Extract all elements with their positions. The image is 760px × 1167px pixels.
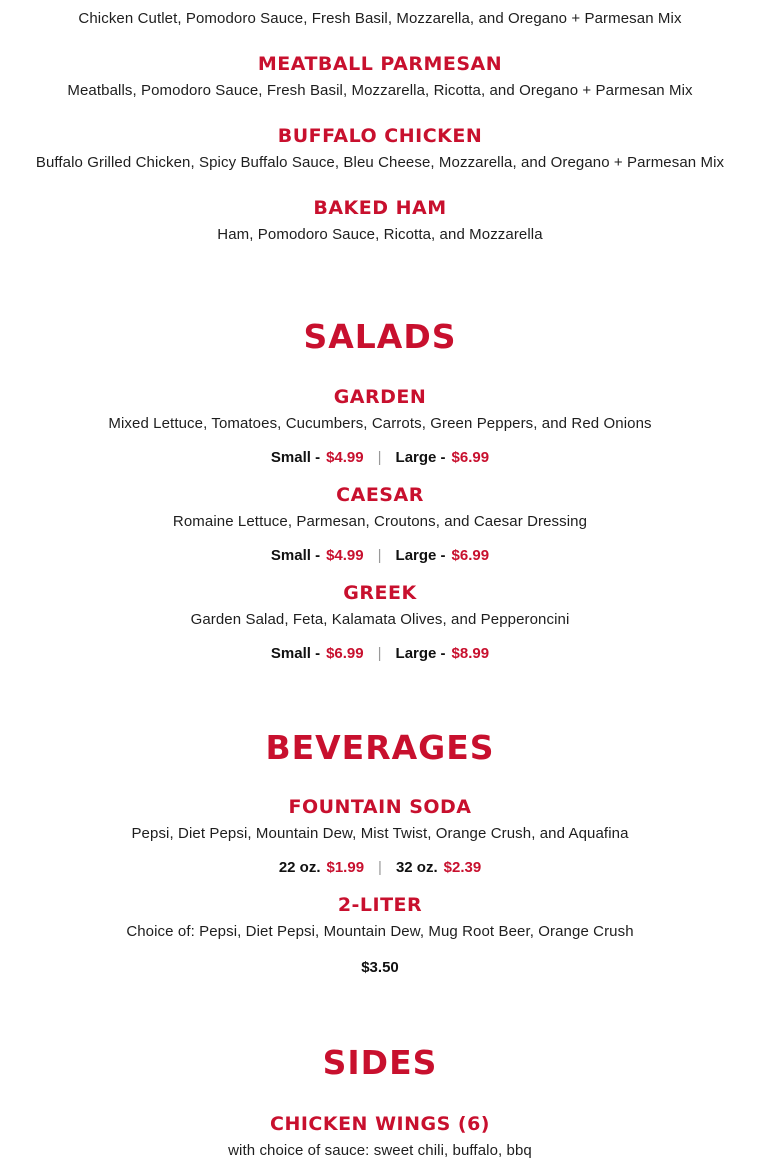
size-32oz-price: $2.39 [443,859,482,876]
item-title-2-liter: 2-LITER [337,894,423,916]
section-title-salads: SALADS [303,317,457,356]
item-description: with choice of sauce: sweet chili, buffalo, bbq [228,1142,532,1159]
item-description: Choice of: Pepsi, Diet Pepsi, Mountain Dew, Mug Root Beer, Orange Crush [126,923,634,940]
item-title-garden: GARDEN [333,386,427,408]
item-title-baked-ham: BAKED HAM [313,197,447,219]
large-price: $6.99 [451,449,490,466]
section-title-sides: SIDES [322,1043,438,1082]
large-label: Large - [395,547,446,564]
size-22oz-label: 22 oz. [278,859,321,876]
item-title-greek: GREEK [343,582,417,604]
price-separator: | [377,449,382,466]
item-title-fountain-soda: FOUNTAIN SODA [288,796,472,818]
item-title-caesar: CAESAR [336,484,424,506]
item-description: Chicken Cutlet, Pomodoro Sauce, Fresh Basil, Mozzarella, and Oregano + Parmesan Mix [78,10,682,27]
item-title-meatball-parmesan: MEATBALL PARMESAN [257,53,503,75]
small-price: $4.99 [326,547,364,564]
large-price: $6.99 [451,547,490,564]
item-description: Meatballs, Pomodoro Sauce, Fresh Basil, Mozzarella, Ricotta, and Oregano + Parmesan Mix [67,82,693,99]
small-label: Small - [270,547,321,564]
item-description: Buffalo Grilled Chicken, Spicy Buffalo Sauce, Bleu Cheese, Mozzarella, and Oregano + Parmesan Mix [35,154,725,171]
size-32oz-label: 32 oz. [395,859,438,876]
large-label: Large - [395,645,446,662]
price-separator: | [377,547,382,564]
item-title-buffalo-chicken: BUFFALO CHICKEN [277,125,483,147]
small-label: Small - [270,645,321,662]
single-price: $3.50 [361,959,399,976]
price-row [0,546,760,566]
item-description: Romaine Lettuce, Parmesan, Croutons, and Caesar Dressing [172,513,588,530]
price-row [0,448,760,468]
item-description: Ham, Pomodoro Sauce, Ricotta, and Mozzarella [217,226,543,243]
price-row [0,858,760,878]
item-description: Garden Salad, Feta, Kalamata Olives, and Pepperoncini [190,611,570,628]
price-separator: | [378,859,382,876]
large-price: $8.99 [451,645,490,662]
price-separator: | [377,645,382,662]
large-label: Large - [395,449,446,466]
section-title-beverages: BEVERAGES [265,728,495,767]
item-description: Pepsi, Diet Pepsi, Mountain Dew, Mist Twist, Orange Crush, and Aquafina [131,825,629,842]
small-price: $4.99 [326,449,364,466]
small-price: $6.99 [326,645,364,662]
size-22oz-price: $1.99 [326,859,365,876]
price-row [0,644,760,664]
item-title-chicken-wings: CHICKEN WINGS (6) [270,1113,490,1135]
item-description: Mixed Lettuce, Tomatoes, Cucumbers, Carrots, Green Peppers, and Red Onions [108,415,652,432]
small-label: Small - [270,449,321,466]
